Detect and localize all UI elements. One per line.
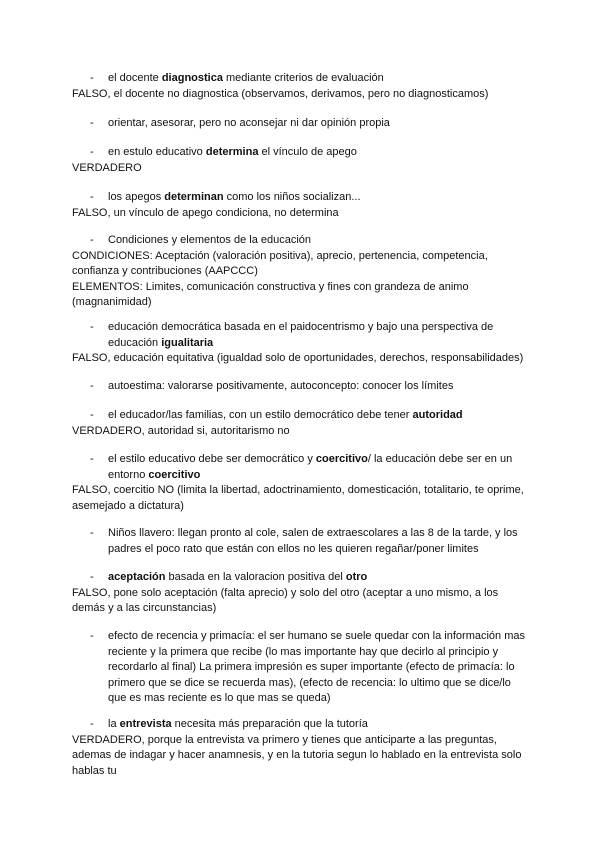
answer-line: VERDADERO [72, 161, 142, 174]
bullet-item: - educación democrática basada en el paidocentrismo y bajo una perspectiva de educación igualitaria [72, 320, 532, 351]
bullet-item: - aceptación basada en la valoracion positiva del otro [72, 570, 532, 586]
bullet-item: - el estilo educativo debe ser democrático y coercitivo/ la educación debe ser en un entorno coercitivo [72, 452, 532, 483]
item-3 [72, 145, 532, 176]
bullet-item: - el educador/las familias, con un estilo democrático debe tener autoridad [72, 408, 532, 424]
item-10 [72, 526, 532, 557]
answer-line: FALSO, un vínculo de apego condiciona, no determina [72, 206, 339, 219]
item-4 [72, 190, 532, 221]
bullet-item: - Niños llavero: llegan pronto al cole, salen de extraescolares a las 8 de la tarde, y los padres el poco rato que están con ellos no les quieren regañar/poner limites [72, 526, 532, 557]
item-12 [72, 629, 532, 707]
item-1 [72, 71, 532, 102]
item-7 [72, 379, 532, 395]
item-2 [72, 116, 532, 132]
bullet-item: - efecto de recencia y primacía: el ser humano se suele quedar con la información mas reciente y la primera que recibe (lo mas importante hay que decirlo al principio y recordarlo al final) La primera impresión es super importante (efecto de primacía: lo primero que se dice se recuerda mas), (efecto de recencia: lo ultimo que se dice/lo que es mas reciente es lo que mas se queda) [72, 629, 532, 707]
bullet-item: - autoestima: valorarse positivamente, autoconcepto: conocer los límites [72, 379, 532, 395]
answer-line: FALSO, pone solo aceptación (falta aprecio) y solo del otro (aceptar a uno mismo, a los demás y a las circunstancias) [72, 586, 499, 614]
item-8 [72, 408, 532, 439]
answer-line: VERDADERO, porque la entrevista va primero y tienes que anticiparte a las preguntas, ademas de indagar y hacer anamnesis, y en la tutoria segun lo hablado en la entrevista solo hablas tu [72, 733, 522, 777]
answer-line: FALSO, coercitio NO (limita la libertad, adoctrinamiento, domesticación, totalitario, te oprime, asemejado a dictatura) [72, 484, 524, 512]
item-9 [72, 452, 532, 514]
item-11 [72, 570, 532, 617]
item-13 [72, 717, 532, 779]
bullet-item: - Condiciones y elementos de la educación [72, 233, 532, 249]
answer-line: CONDICIONES: Aceptación (valoración positiva), aprecio, pertenencia, competencia, confianza y contribuciones (AAPCCC) [72, 249, 488, 277]
bullet-item: - en estulo educativo determina el vínculo de apego [72, 145, 532, 161]
answer-line: VERDADERO, autoridad si, autoritarismo no [72, 424, 290, 437]
answer-line: FALSO, educación equitativa (igualdad solo de oportunidades, derechos, responsabilidades) [72, 352, 524, 364]
bullet-item: - los apegos determinan como los niños socializan... [72, 190, 532, 206]
bullet-item: - orientar, asesorar, pero no aconsejar ni dar opinión propia [72, 116, 532, 132]
item-6 [72, 320, 532, 367]
bullet-item: - la entrevista necesita más preparación que la tutoría [72, 717, 532, 733]
item-5 [72, 233, 532, 311]
answer-line: FALSO, el docente no diagnostica (observamos, derivamos, pero no diagnosticamos) [72, 87, 489, 100]
answer-line: ELEMENTOS: Limites, comunicación constructiva y fines con grandeza de animo (magnanimidad) [72, 280, 469, 308]
bullet-item: - el docente diagnostica mediante criterios de evaluación [72, 71, 532, 87]
